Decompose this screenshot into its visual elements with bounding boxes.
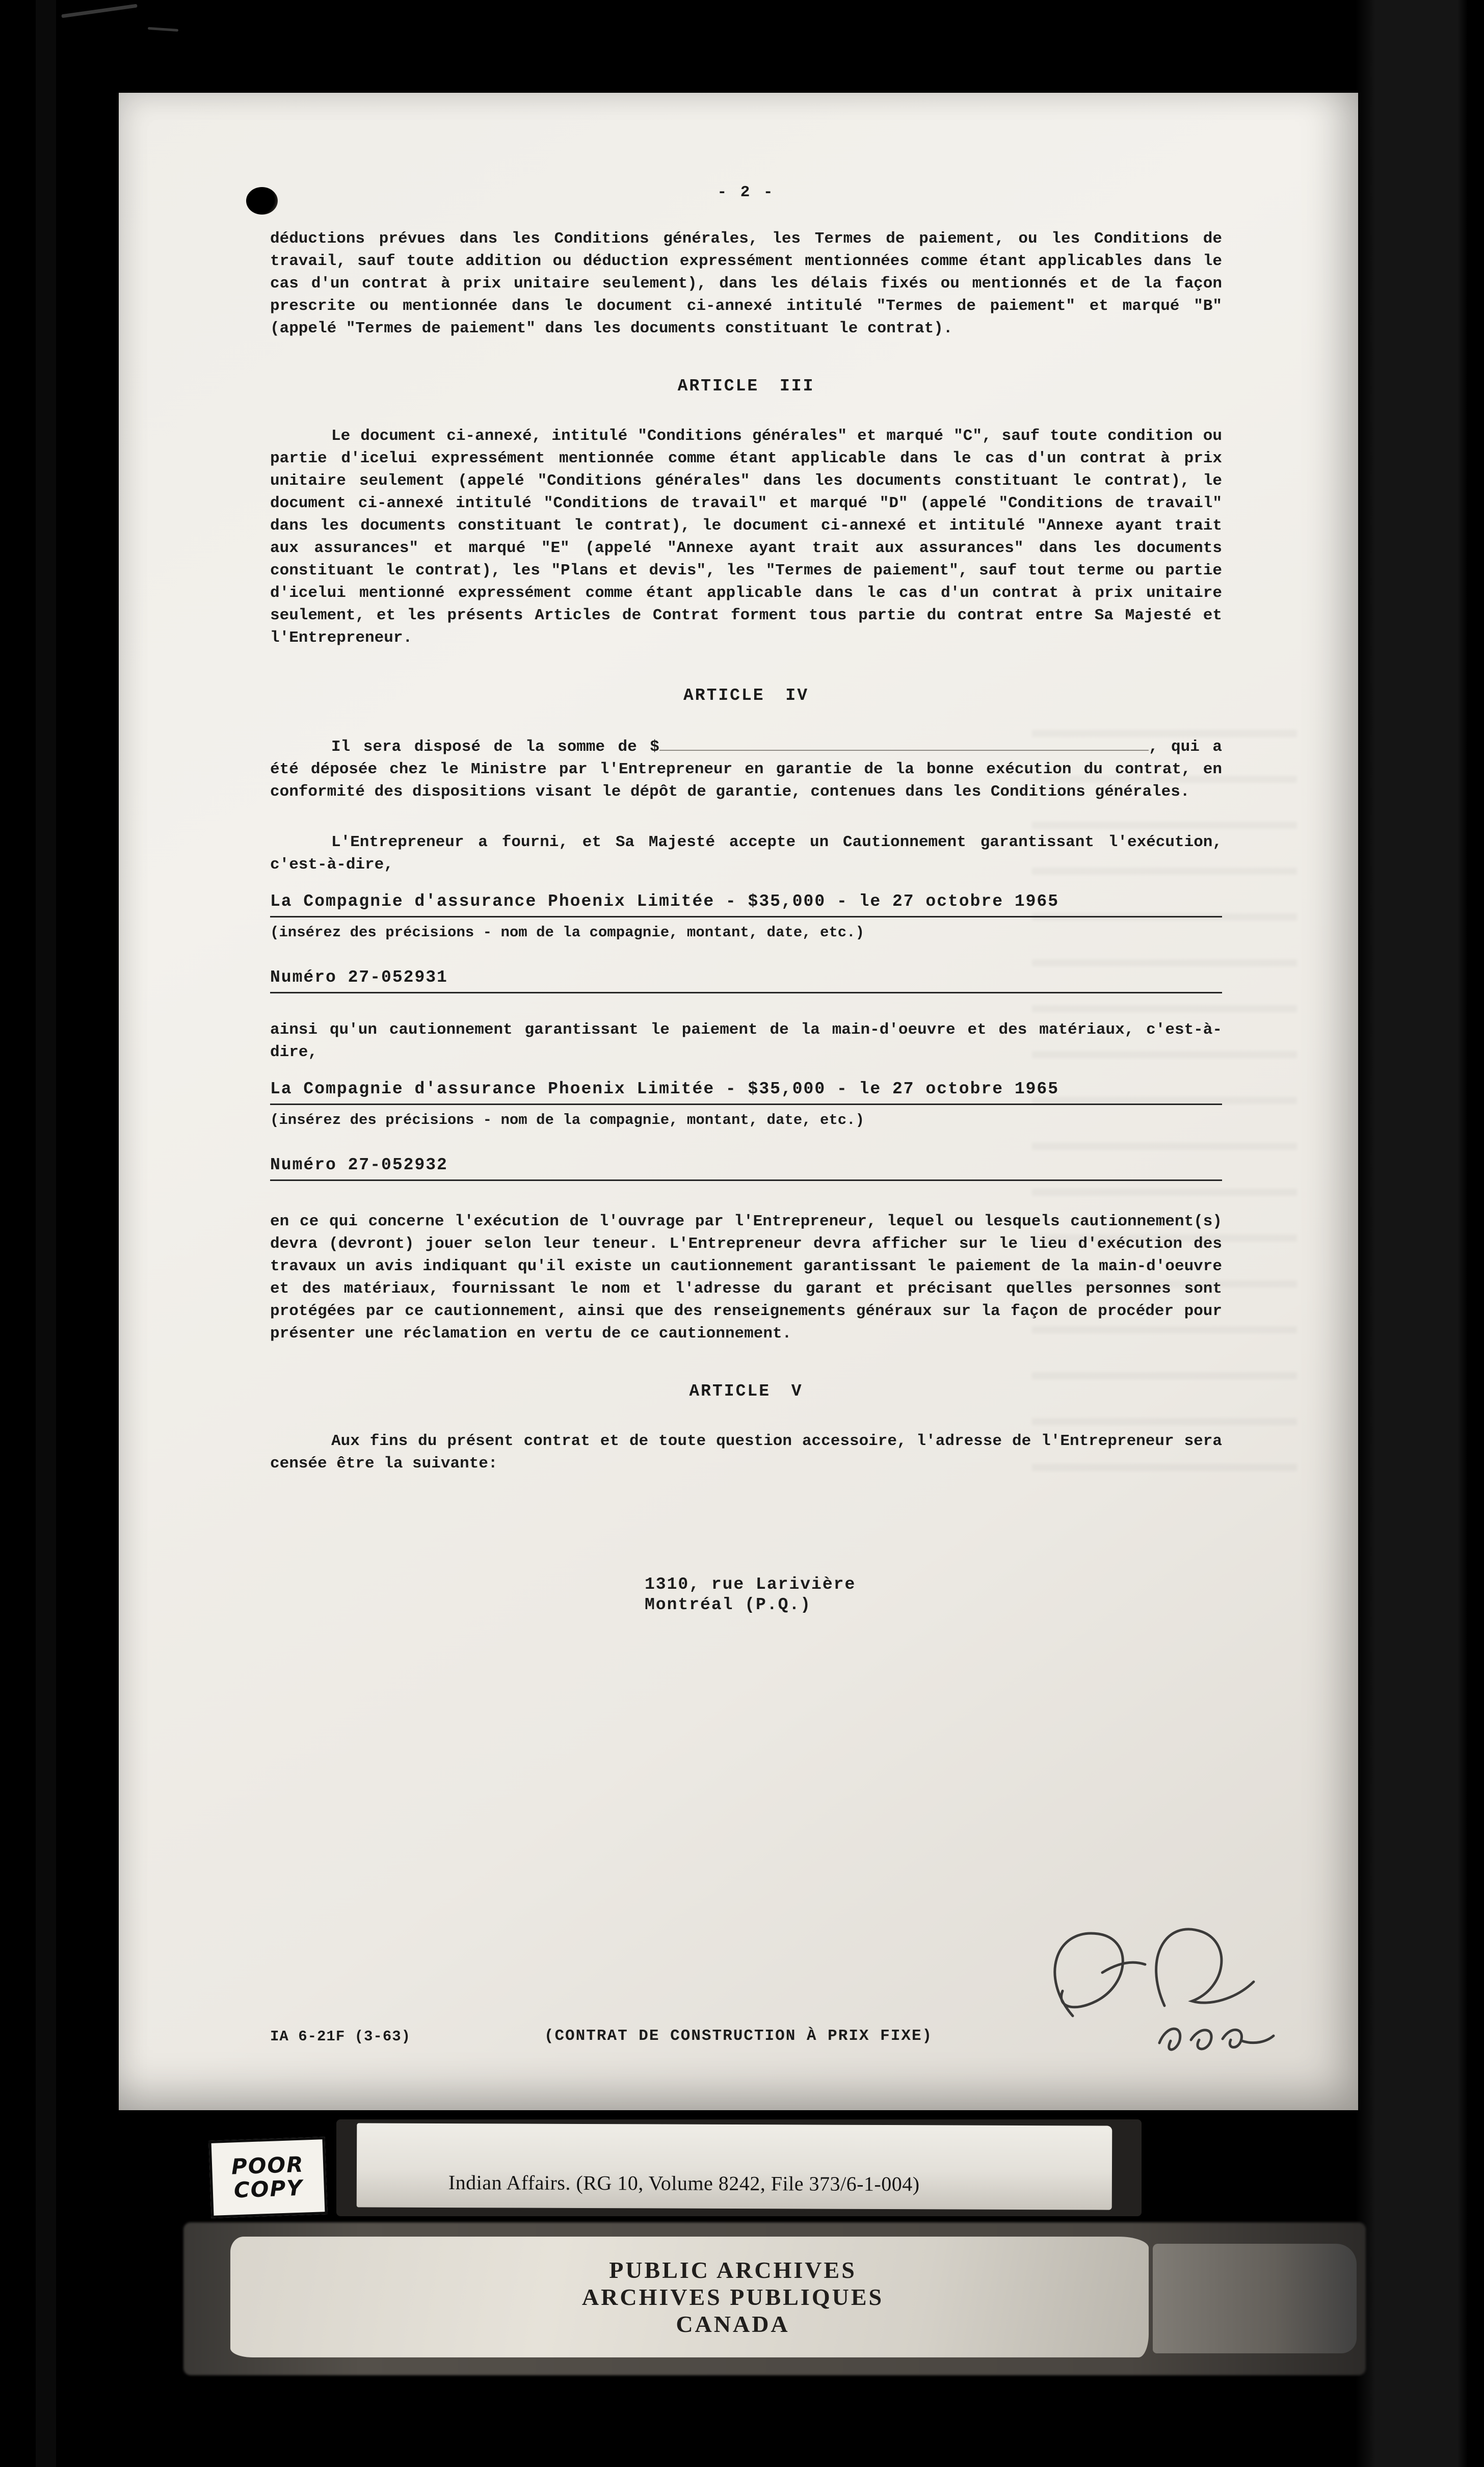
article-4-paragraph-1 [270, 734, 1222, 803]
document-page [119, 93, 1358, 2110]
form-number: IA 6-21F (3-63) [270, 2028, 411, 2045]
deposit-text-after: , qui a été déposée chez le Ministre par l'Entrepreneur en garantie de la bonne exécution du contrat, en conformité des dispositions visant le dépôt de garantie, contenues dans les Conditions générales. [270, 738, 1222, 801]
deposit-amount-blank [659, 734, 1149, 751]
page-number: - 2 - [717, 183, 775, 201]
poor-copy-line-2: COPY [233, 2175, 304, 2203]
labour-bond-value: La Compagnie d'assurance Phoenix Limitée - $35,000 - le 27 octobre 1965 [270, 1080, 1059, 1098]
article-4-paragraph-4: en ce qui concerne l'exécution de l'ouvrage par l'Entrepreneur, lequel ou lesquels cautionnement(s) devra (devront) jouer selon leur teneur. L'Entrepreneur devra afficher sur le lieu d'exécution des travaux un avis indiquant qu'il existe un cautionnement garantissant le paiement de la main-d'oeuvre et des matériaux, fournissant le nom et l'adresse du garant et précisant quelles personnes sont protégées par ce cautionnement, ainsi que des renseignements généraux sur la façon de procéder pour présenter une réclamation en vertu de ce cautionnement. [270, 1213, 1222, 1343]
form-title: (CONTRAT DE CONSTRUCTION À PRIX FIXE) [544, 2027, 933, 2045]
article-4-heading: ARTICLE IV [683, 686, 809, 705]
execution-bond-value: La Compagnie d'assurance Phoenix Limitée - $35,000 - le 27 octobre 1965 [270, 892, 1059, 911]
execution-bond-number-line [270, 967, 1222, 993]
stamp-line-2: ARCHIVES PUBLIQUES [581, 2284, 884, 2310]
stamp-line-1: PUBLIC ARCHIVES [609, 2257, 857, 2283]
address-line-1: 1310, rue Larivière [645, 1575, 856, 1594]
archive-reference-text: Indian Affairs. (RG 10, Volume 8242, File 373/6-1-004) [448, 2171, 920, 2196]
article-5-heading: ARTICLE V [689, 1382, 803, 1401]
labour-bond-number-line [270, 1155, 1222, 1181]
execution-bond-line [270, 891, 1222, 917]
poor-copy-note [208, 2137, 327, 2218]
stamp-line-3: CANADA [676, 2311, 790, 2337]
deposit-text-before: Il sera disposé de la somme de $ [331, 738, 659, 756]
bond-caption-1: (insérez des précisions - nom de la compagnie, montant, date, etc.) [270, 924, 864, 941]
public-archives-stamp [230, 2237, 1149, 2357]
address-line-2: Montréal (P.Q.) [645, 1595, 812, 1614]
bond-caption-2: (insérez des précisions - nom de la compagnie, montant, date, etc.) [270, 1112, 864, 1128]
paper-scrap [1153, 2244, 1357, 2353]
poor-copy-line-1: POOR [231, 2151, 305, 2180]
archive-reference-strip [357, 2123, 1112, 2210]
handwritten-signature [996, 1911, 1282, 2064]
article-3-body: Le document ci-annexé, intitulé "Conditions générales" et marqué "C", sauf toute condition ou partie d'icelui expressément mentionnée comme étant applicable dans le cas d'un contrat à prix unitaire seulement (appelé "Conditions générales" dans les documents constituant le contrat), le document ci-annexé intitulé "Conditions de travail" et marqué "D" (appelé "Conditions de travail" dans les documents constituant le contrat), le document ci-annexé et intitulé "Annexe ayant trait aux assurances" et marqué "E" (appelé "Annexe ayant trait aux assurances" dans les documents constituant le contrat), les "Plans et devis", les "Termes de paiement", sauf tout terme ou partie d'icelui mentionné expressément comme étant applicable dans le cas d'un contrat à prix unitaire seulement, et les présents Articles de Contrat forment tous partie du contrat entre Sa Majesté et l'Entrepreneur. [270, 427, 1222, 647]
article-4-paragraph-3: ainsi qu'un cautionnement garantissant le paiement de la main-d'oeuvre et des matériaux, c'est-à-dire, [270, 1021, 1222, 1061]
article-4-paragraph-2: L'Entrepreneur a fourni, et Sa Majesté accepte un Cautionnement garantissant l'exécution, c'est-à-dire, [270, 833, 1222, 874]
article-3-heading: ARTICLE III [677, 377, 815, 396]
article-5-body: Aux fins du présent contrat et de toute question accessoire, l'adresse de l'Entrepreneur sera censée être la suivante: [270, 1432, 1222, 1473]
labour-bond-number: Numéro 27-052932 [270, 1156, 448, 1174]
contractor-address [645, 1574, 1222, 1615]
paragraph-intro: déductions prévues dans les Conditions générales, les Termes de paiement, ou les Conditions de travail, sauf toute addition ou déduction expressément mentionnées comme étant applicables dans le cas d'un contrat à prix unitaire seulement), dans les délais fixés ou mentionnés et de la façon prescrite ou mentionnée dans le document ci-annexé intitulé "Termes de paiement" et marqué "B" (appelé "Termes de paiement" dans les documents constituant le contrat). [270, 230, 1222, 337]
labour-bond-line [270, 1079, 1222, 1105]
execution-bond-number: Numéro 27-052931 [270, 968, 448, 987]
